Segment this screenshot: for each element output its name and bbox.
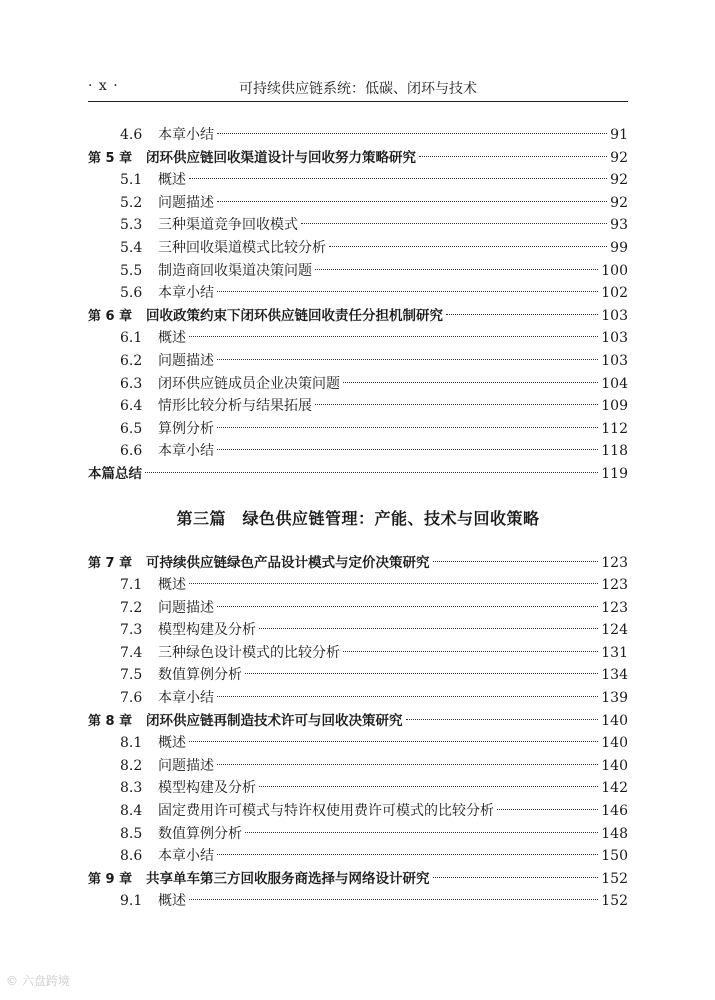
book-title: 可持续供应链系统：低碳、闭环与技术: [239, 81, 477, 97]
toc-entry-title: 问题描述: [158, 352, 214, 369]
toc-dot-leader: [189, 336, 598, 337]
toc-dot-leader: [217, 201, 607, 202]
toc-dot-leader: [301, 223, 607, 224]
toc-entry-number: 7.2: [120, 599, 143, 616]
toc-entry-title: 三种渠道竞争回收模式: [158, 217, 298, 234]
toc-entry-page: 109: [601, 398, 628, 415]
header-rule: [88, 101, 628, 102]
toc-entry-number: 6.4: [120, 398, 143, 415]
toc-dot-leader: [343, 651, 598, 652]
toc-entry-page: 112: [601, 420, 628, 437]
toc-dot-leader: [433, 561, 599, 562]
toc-entry-title: 情形比较分析与结果拓展: [158, 398, 312, 415]
toc-entry-number: 6.5: [120, 420, 143, 437]
toc-entry-title: 概述: [158, 893, 186, 910]
toc-entry-number: 8.4: [120, 803, 143, 820]
toc-chapter-row[interactable]: [88, 147, 628, 170]
toc-entry-number: 5.2: [120, 194, 143, 211]
toc-entry-title: 固定费用许可模式与特许权使用费许可模式的比较分析: [158, 803, 494, 820]
toc-entry-number: 第 5 章: [88, 150, 133, 166]
toc-dot-leader: [189, 899, 598, 900]
toc-entry-number: 6.3: [120, 375, 143, 392]
toc-section-row[interactable]: [88, 440, 628, 463]
toc-dot-leader: [406, 719, 599, 720]
toc-entry-number: 5.5: [120, 262, 143, 279]
toc-entry-title: 模型构建及分析: [158, 780, 256, 797]
toc-section-row[interactable]: [88, 890, 628, 913]
toc-section-row[interactable]: [88, 192, 628, 215]
toc-entry-page: 92: [610, 149, 628, 166]
toc-entry-title: 概述: [158, 330, 186, 347]
toc-section-row[interactable]: [88, 574, 628, 597]
toc-entry-title: 本章小结: [158, 285, 214, 302]
toc-entry-number: 6.1: [120, 330, 143, 347]
toc-entry-title: 问题描述: [158, 599, 214, 616]
toc-dot-leader: [217, 606, 598, 607]
toc-entry-title: 问题描述: [158, 194, 214, 211]
toc-entry-page: 123: [601, 577, 628, 594]
toc-entry-number: 7.5: [120, 667, 143, 684]
toc-dot-leader: [217, 449, 598, 450]
toc-entry-number: 4.6: [120, 127, 143, 143]
toc-entry-number: 9.1: [120, 893, 143, 910]
toc-dot-leader: [217, 427, 598, 428]
toc-section-row[interactable]: [88, 823, 628, 846]
toc-entry-title: 数值算例分析: [158, 667, 242, 684]
toc-entry-page: 140: [601, 757, 628, 774]
toc-chapter-row[interactable]: [88, 868, 628, 891]
toc-entry-title: 概述: [158, 735, 186, 752]
toc-dot-leader: [189, 583, 598, 584]
toc-entry-number: 第 7 章: [88, 555, 133, 571]
toc-dot-leader: [245, 673, 598, 674]
toc-section-row[interactable]: [88, 619, 628, 642]
toc-entry-number: 7.1: [120, 577, 143, 594]
toc-dot-leader: [315, 269, 598, 270]
toc-section-row[interactable]: [88, 800, 628, 823]
toc-entry-page: 148: [601, 825, 628, 842]
toc-entry-number: 6.6: [120, 443, 143, 460]
toc-entry-page: 92: [610, 172, 628, 189]
toc-entry-page: 134: [601, 667, 628, 684]
toc-section-row[interactable]: [88, 777, 628, 800]
toc-entry-title: 本章小结: [158, 127, 214, 143]
toc-entry-page: 102: [601, 285, 628, 302]
toc-dot-leader: [217, 854, 598, 855]
toc-dot-leader: [315, 404, 598, 405]
toc-section-row[interactable]: [88, 350, 628, 373]
toc-entry-page: 123: [601, 599, 628, 616]
toc-entry-page: 123: [601, 554, 628, 571]
toc-section-row[interactable]: [88, 687, 628, 710]
toc-dot-leader: [217, 359, 598, 360]
toc-entry-page: 139: [601, 690, 628, 707]
toc-entry-page: 103: [601, 330, 628, 347]
toc-entry-title: 概述: [158, 577, 186, 594]
toc-group-part-two: [88, 124, 628, 486]
toc-entry-number: 第 9 章: [88, 871, 133, 887]
toc-entry-number: 5.3: [120, 217, 143, 234]
toc-section-row[interactable]: [88, 237, 628, 260]
toc-entry-page: 92: [610, 194, 628, 211]
toc-entry-number: 8.1: [120, 735, 143, 752]
toc-section-row[interactable]: [88, 732, 628, 755]
toc-section-row[interactable]: [88, 169, 628, 192]
toc-dot-leader: [259, 786, 598, 787]
toc-entry-page: 104: [601, 375, 628, 392]
toc-entry-number: 8.6: [120, 848, 143, 865]
toc-entry-number: 7.6: [120, 690, 143, 707]
toc-entry-number: 5.1: [120, 172, 143, 189]
toc-chapter-row[interactable]: [88, 710, 628, 733]
toc-entry-page: 140: [601, 735, 628, 752]
toc-entry-title: 可持续供应链绿色产品设计模式与定价决策研究: [146, 554, 430, 571]
toc-section-row[interactable]: [88, 597, 628, 620]
toc-entry-number: 5.4: [120, 239, 143, 256]
toc-chapter-row[interactable]: [88, 552, 628, 575]
toc-entry-page: 99: [610, 239, 628, 256]
toc-dot-leader: [189, 741, 598, 742]
toc-entry-number: 7.3: [120, 622, 143, 639]
toc-chapter-row[interactable]: [88, 305, 628, 328]
toc-entry-title: 概述: [158, 172, 186, 189]
toc-dot-leader: [259, 628, 598, 629]
toc-entry-number: 7.4: [120, 644, 143, 661]
toc-entry-page: 119: [601, 465, 628, 482]
toc-entry-page: 150: [601, 848, 628, 865]
toc-dot-leader: [245, 832, 598, 833]
toc-dot-leader: [343, 382, 598, 383]
toc-entry-page: 152: [601, 870, 628, 887]
toc-dot-leader: [433, 877, 599, 878]
toc-entry-title: 算例分析: [158, 420, 214, 437]
toc-entry-page: 118: [601, 443, 628, 460]
toc-dot-leader: [189, 178, 607, 179]
toc-entry-title: 回收政策约束下闭环供应链回收责任分担机制研究: [146, 307, 443, 324]
toc-section-row[interactable]: [88, 418, 628, 441]
toc-entry-title: 本章小结: [158, 690, 214, 707]
toc-entry-number: 6.2: [120, 352, 143, 369]
toc-section-row[interactable]: [88, 642, 628, 665]
toc-dot-leader: [145, 472, 598, 473]
toc-entry-page: 93: [610, 217, 628, 234]
toc-entry-number: 8.5: [120, 825, 143, 842]
toc-entry-page: 91: [610, 127, 628, 143]
toc-entry-page: 124: [601, 622, 628, 639]
toc-section-row[interactable]: [88, 327, 628, 350]
toc-entry-title: 数值算例分析: [158, 825, 242, 842]
toc-dot-leader: [419, 156, 607, 157]
running-header: [88, 72, 628, 102]
toc-entry-title: 制造商回收渠道决策问题: [158, 262, 312, 279]
toc-section-row[interactable]: [88, 373, 628, 396]
toc-section-row[interactable]: [88, 282, 628, 305]
toc-dot-leader: [329, 246, 607, 247]
toc-entry-title: 共享单车第三方回收服务商选择与网络设计研究: [146, 870, 430, 887]
toc-entry-title: 闭环供应链成员企业决策问题: [158, 375, 340, 392]
toc-entry-page: 140: [601, 712, 628, 729]
toc-entry-page: 131: [601, 644, 628, 661]
toc-entry-number: 第 6 章: [88, 308, 133, 324]
toc-section-row[interactable]: [88, 395, 628, 418]
toc-entry-page: 146: [601, 803, 628, 820]
toc-entry-title: 模型构建及分析: [158, 622, 256, 639]
toc-entry-title: 三种绿色设计模式的比较分析: [158, 644, 340, 661]
toc-entry-title: 问题描述: [158, 757, 214, 774]
toc-group-part-three: [88, 552, 628, 914]
toc-section-row[interactable]: [88, 845, 628, 868]
page-number: · x ·: [88, 78, 119, 94]
toc-entry-title: 本篇总结: [88, 465, 142, 482]
toc-entry-number: 8.2: [120, 757, 143, 774]
watermark-logo: © 六盘跨境: [6, 974, 70, 988]
toc-entry-number: 5.6: [120, 285, 143, 302]
toc-section-row[interactable]: [88, 755, 628, 778]
table-of-contents: [88, 124, 628, 913]
toc-entry-page: 152: [601, 893, 628, 910]
toc-section-row[interactable]: [88, 664, 628, 687]
toc-entry-title: 闭环供应链回收渠道设计与回收努力策略研究: [146, 149, 416, 166]
toc-dot-leader: [217, 764, 598, 765]
toc-dot-leader: [217, 696, 598, 697]
part-three-heading: 第三篇 绿色供应链管理：产能、技术与回收策略: [176, 508, 540, 528]
toc-entry-page: 103: [601, 352, 628, 369]
toc-entry-title: 本章小结: [158, 848, 214, 865]
toc-dot-leader: [497, 809, 598, 810]
toc-entry-title: 本章小结: [158, 443, 214, 460]
toc-section-row[interactable]: [88, 260, 628, 283]
toc-dot-leader: [446, 314, 598, 315]
toc-section-row[interactable]: [88, 124, 628, 147]
toc-section-row[interactable]: [88, 214, 628, 237]
toc-entry-page: 100: [601, 262, 628, 279]
toc-entry-number: 8.3: [120, 780, 143, 797]
toc-entry-page: 142: [601, 780, 628, 797]
toc-entry-page: 103: [601, 307, 628, 324]
toc-entry-number: 第 8 章: [88, 713, 133, 729]
toc-entry-title: 三种回收渠道模式比较分析: [158, 239, 326, 256]
toc-entry-title: 闭环供应链再制造技术许可与回收决策研究: [146, 712, 403, 729]
toc-dot-leader: [217, 291, 598, 292]
toc-summary-row[interactable]: [88, 463, 628, 486]
toc-dot-leader: [217, 133, 607, 134]
